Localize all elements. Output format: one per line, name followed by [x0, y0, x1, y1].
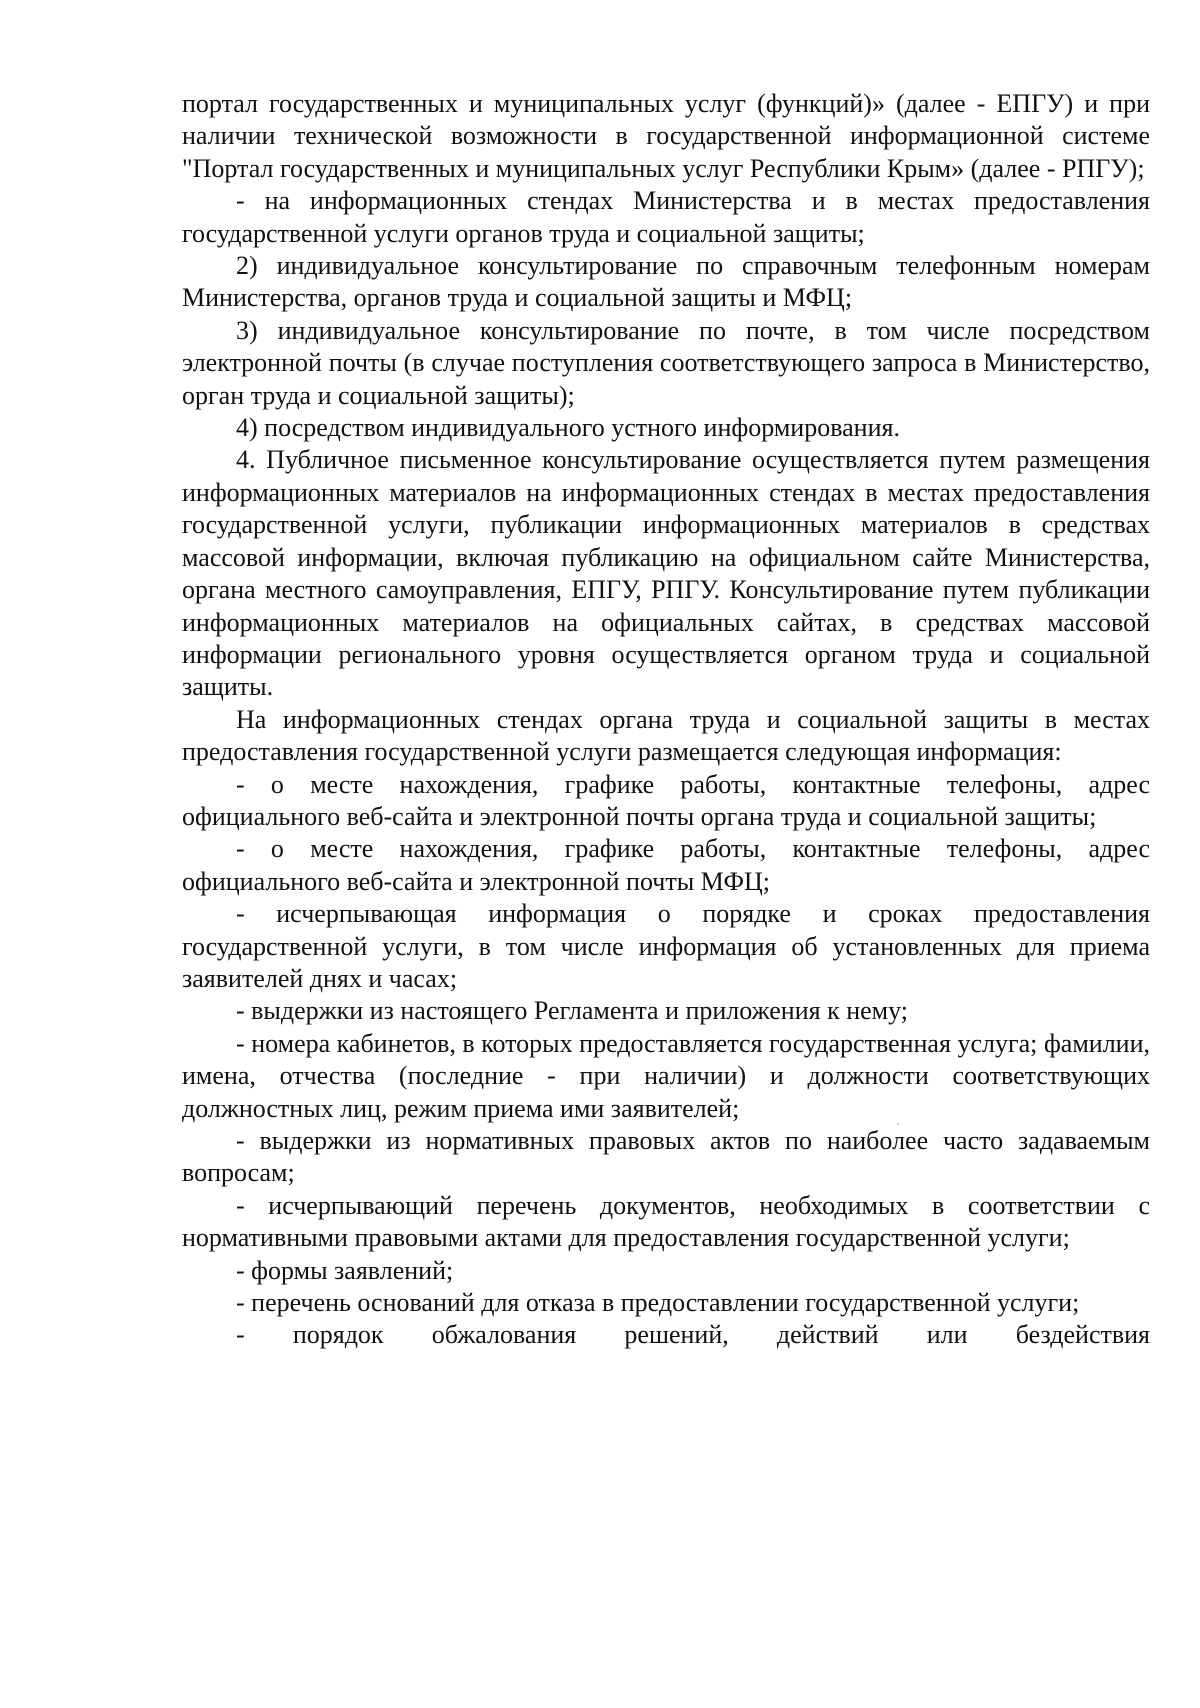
paragraph-list-item-refusal-grounds: - перечень оснований для отказа в предоставлении государственной услуги; — [236, 1288, 1080, 1318]
paragraph-list-item-legal-excerpts: - выдержки из нормативных правовых актов по наиболее часто задаваемым вопросам; — [182, 1126, 1150, 1188]
paragraph-list-item-mfc-location: - о месте нахождения, графике работы, контактные телефоны, адрес официального веб-сайта и электронной почты МФЦ; — [182, 834, 1150, 896]
paragraph-list-item-procedure-terms: - исчерпывающая информация о порядке и сроках предоставления государственной услуги, в том числе информация об установленных для приема заявителей днях и часах; — [182, 899, 1150, 993]
paragraph-list-item-application-forms: - формы заявлений; — [236, 1255, 454, 1285]
paragraph-list-item-documents-list: - исчерпывающий перечень документов, необходимых в соответствии с нормативными правовыми актами для предоставления государственной услуги; — [182, 1190, 1150, 1253]
paragraph-public-written-consulting: 4. Публичное письменное консультирование осуществляется путем размещения информационных материалов на информационных стендах в местах предоставления государственной услуги, публикации информационных материалов в средствах массовой информации, включая публикацию на официальном сайте Министерства, органа местного самоуправления, ЕПГУ, РПГУ. Консультирование путем публикации информационных материалов на официальных сайтах, в средствах массовой информации регионального уровня осуществляется органом труда и социальной защиты. — [182, 445, 1150, 702]
paragraph-info-stands: - на информационных стендах Министерства и в местах предоставления государственной услуги органов труда и социальной защиты; — [182, 186, 1150, 248]
paragraph-phone-consulting: 2) индивидуальное консультирование по справочным телефонным номерам Министерства, органов труда и социальной защиты и МФЦ; — [182, 251, 1150, 313]
paragraph-list-item-appeal-procedure: - порядок обжалования решений, действий или бездействия — [236, 1320, 1150, 1350]
paragraph-mail-consulting: 3) индивидуальное консультирование по почте, в том числе посредством электронной почты (в случае поступления соответствующего запроса в Министерство, орган труда и социальной защиты); — [182, 315, 1150, 410]
paragraph-stand-information-intro: На информационных стендах органа труда и социальной защиты в местах предоставления государственной услуги размещается следующая информация: — [182, 704, 1150, 767]
paragraph-list-item-authority-location: - о месте нахождения, графике работы, контактные телефоны, адрес официального веб-сайта и электронной почты органа труда и социальной защиты; — [182, 769, 1150, 831]
scan-speck — [897, 1123, 899, 1125]
paragraph-oral-informing: 4) посредством индивидуального устного информирования. — [236, 413, 900, 443]
paragraph-list-item-regulation-excerpts: - выдержки из настоящего Регламента и приложения к нему; — [236, 996, 909, 1026]
paragraph-portal-continuation: портал государственных и муниципальных услуг (функций)» (далее - ЕПГУ) и при наличии технической возможности в государственной информационной системе "Портал государственных и муниципальных услуг Республики Крым» (далее - РПГУ); — [182, 89, 1150, 183]
paragraph-list-item-office-numbers: - номера кабинетов, в которых предоставляется государственная услуга; фамилии, имена, отчества (последние - при наличии) и должности соответствующих должностных лиц, режим приема ими заявителей; — [182, 1028, 1150, 1123]
document-body — [182, 88, 1150, 1352]
